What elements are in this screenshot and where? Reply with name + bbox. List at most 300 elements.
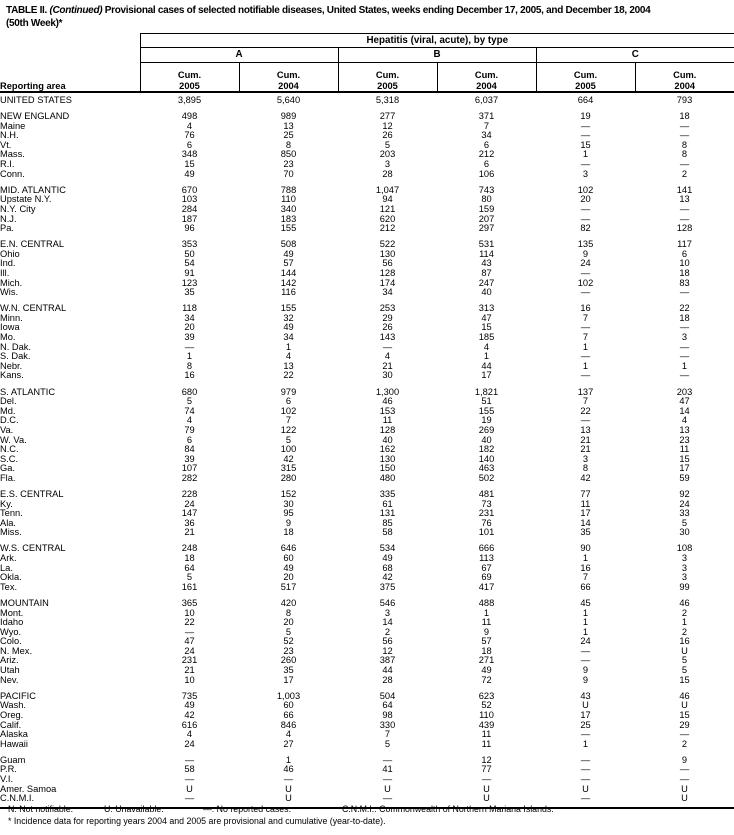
value-cell: 162 — [379, 445, 396, 455]
value-cell: 4 — [285, 730, 292, 740]
value-cell: 24 — [184, 739, 195, 749]
value-cell: 666 — [478, 543, 495, 554]
value-cell: 18 — [184, 554, 195, 564]
value-cell: U — [483, 794, 490, 804]
value-cell: 143 — [379, 333, 396, 343]
value-cell: 29 — [679, 720, 690, 730]
value-cell: — — [679, 121, 690, 131]
value-cell: 546 — [379, 597, 396, 608]
value-cell: 1 — [582, 150, 589, 160]
reporting-area-cell: Idaho — [0, 618, 24, 628]
year-label: 2005 — [575, 80, 596, 91]
table-row — [0, 445, 734, 455]
value-cell: 1 — [681, 618, 688, 628]
value-cell: U — [186, 784, 193, 794]
value-cell: 141 — [676, 184, 693, 195]
reporting-area-cell: W.S. CENTRAL — [0, 543, 66, 554]
value-cell: 979 — [280, 386, 297, 397]
cum-label: Cum. — [474, 70, 499, 80]
value-cell: 57 — [283, 259, 294, 269]
reporting-area-cell: V.I. — [0, 775, 14, 784]
value-cell: 18 — [679, 313, 690, 323]
reporting-area-cell: Mo. — [0, 333, 16, 343]
table-row — [0, 279, 734, 289]
reporting-area-cell: La. — [0, 563, 13, 573]
col-header-b-2005 — [338, 63, 437, 93]
disease-group-header: Hepatitis (viral, acute), by type — [140, 34, 734, 48]
value-cell: 11 — [481, 618, 492, 628]
value-cell: 9 — [582, 666, 589, 676]
value-cell: 57 — [481, 637, 492, 647]
value-cell: 6 — [186, 435, 193, 445]
value-cell: U — [681, 701, 688, 711]
value-cell: 35 — [184, 288, 195, 298]
table-row — [0, 298, 734, 314]
value-cell: 5 — [186, 573, 193, 583]
value-cell: — — [580, 646, 591, 656]
value-cell: — — [184, 342, 195, 352]
value-cell: 20 — [184, 323, 195, 333]
col-header-c-2005 — [536, 63, 635, 93]
value-cell: 735 — [181, 690, 198, 701]
value-cell: 15 — [679, 454, 690, 464]
value-cell: 13 — [283, 361, 294, 371]
table-row — [0, 160, 734, 170]
value-cell: 110 — [281, 195, 296, 205]
value-cell: 46 — [679, 597, 690, 608]
reporting-area-cell: Miss. — [0, 528, 22, 538]
value-cell: — — [580, 352, 591, 362]
reporting-area-cell: Mich. — [0, 278, 23, 288]
table-row — [0, 618, 734, 628]
value-cell: 24 — [580, 259, 591, 269]
table-row — [0, 554, 734, 564]
value-cell: 13 — [679, 195, 690, 205]
value-cell: 18 — [283, 528, 294, 538]
value-cell: 7 — [582, 313, 589, 323]
value-cell: 24 — [679, 499, 690, 509]
value-cell: 277 — [379, 111, 396, 122]
value-cell: 106 — [478, 169, 495, 179]
value-cell: — — [382, 754, 393, 765]
value-cell: 18 — [679, 269, 690, 278]
value-cell: 16 — [580, 563, 591, 573]
reporting-area-cell: UNITED STATES — [0, 95, 72, 105]
reporting-area-cell: N.C. — [0, 445, 19, 455]
value-cell: — — [580, 204, 591, 214]
footnote-incidence-note: * Incidence data for reporting years 2004 and 2005 are provisional and cumulative (year-to-date). — [8, 816, 386, 826]
reporting-area-cell: NEW ENGLAND — [0, 111, 70, 122]
value-cell: 150 — [379, 464, 396, 474]
value-cell: 24 — [184, 499, 195, 509]
value-cell: 182 — [478, 445, 495, 455]
value-cell: 49 — [382, 554, 393, 564]
value-cell: 140 — [478, 454, 495, 464]
value-cell: 7 — [582, 397, 589, 407]
value-cell: 20 — [283, 573, 294, 583]
value-cell: 23 — [283, 646, 294, 656]
table-row — [0, 509, 734, 519]
footnote-not-notifiable: N: Not notifiable. — [8, 804, 74, 814]
value-cell: 517 — [280, 582, 297, 592]
title-part2: Provisional cases of selected notifiable diseases, United States, weeks ending December 17, 2005, and December 18, 2004 — [102, 5, 651, 16]
value-cell: 4 — [186, 416, 193, 426]
table-row — [0, 564, 734, 574]
table-row — [0, 106, 734, 122]
value-cell: 43 — [580, 690, 591, 701]
value-cell: 90 — [580, 543, 591, 554]
value-cell: 152 — [280, 488, 297, 499]
title-continued: (Continued) — [49, 5, 103, 16]
table-row — [0, 749, 734, 765]
value-cell: 79 — [184, 425, 195, 435]
reporting-area-cell: Tenn. — [0, 509, 23, 519]
value-cell: — — [679, 775, 690, 784]
value-cell: 480 — [379, 473, 396, 483]
value-cell: 6 — [186, 140, 193, 150]
reporting-area-cell: Wyo. — [0, 627, 22, 637]
value-cell: 8 — [681, 140, 688, 150]
value-cell: 353 — [181, 239, 198, 250]
value-cell: 47 — [184, 637, 195, 647]
value-cell: U — [582, 784, 589, 794]
table-header — [0, 34, 734, 93]
header-spacer — [0, 34, 140, 48]
reporting-area-cell: W.N. CENTRAL — [0, 303, 67, 314]
value-cell: 66 — [580, 582, 591, 592]
reporting-area-cell: N.H. — [0, 131, 19, 141]
value-cell: 14 — [580, 518, 591, 528]
value-cell: 77 — [481, 765, 492, 775]
value-cell: 6 — [483, 140, 490, 150]
reporting-area-cell: PACIFIC — [0, 690, 36, 701]
value-cell: 1 — [582, 608, 589, 618]
cum-label: Cum. — [276, 70, 301, 80]
value-cell: 131 — [379, 509, 396, 519]
value-cell: 130 — [379, 454, 396, 464]
value-cell: 253 — [379, 303, 396, 314]
value-cell: 2 — [681, 627, 688, 637]
value-cell: 5 — [681, 518, 688, 528]
value-cell: 103 — [181, 195, 198, 205]
value-cell: — — [580, 416, 591, 426]
value-cell: U — [681, 646, 688, 656]
reporting-area-cell: Ariz. — [0, 656, 19, 666]
value-cell: 64 — [382, 701, 393, 711]
value-cell: 664 — [577, 95, 594, 105]
table-body — [0, 92, 734, 808]
value-cell: 72 — [481, 675, 492, 685]
value-cell: 297 — [478, 224, 495, 234]
table-row — [0, 500, 734, 510]
table-row — [0, 288, 734, 298]
table-row — [0, 628, 734, 638]
value-cell: — — [481, 775, 492, 784]
value-cell: 46 — [283, 765, 294, 775]
reporting-area-cell: Iowa — [0, 323, 20, 333]
value-cell: 155 — [280, 224, 297, 234]
value-cell: 39 — [184, 454, 195, 464]
value-cell: 22 — [283, 371, 294, 381]
value-cell: 18 — [679, 111, 690, 122]
value-cell: 4 — [186, 730, 193, 740]
table-row — [0, 637, 734, 647]
value-cell: 51 — [481, 397, 492, 407]
value-cell: 17 — [580, 509, 591, 519]
value-cell: 13 — [580, 425, 591, 435]
value-cell: — — [580, 288, 591, 298]
value-cell: 5,640 — [276, 95, 301, 105]
value-cell: 1 — [681, 361, 688, 371]
value-cell: 49 — [184, 169, 195, 179]
table-row — [0, 397, 734, 407]
value-cell: 50 — [184, 249, 195, 259]
value-cell: 280 — [280, 473, 297, 483]
value-cell: 5 — [186, 397, 193, 407]
table-row — [0, 195, 734, 205]
reporting-area-cell: W. Va. — [0, 435, 27, 445]
value-cell: 137 — [577, 386, 594, 397]
reporting-area-cell: R.I. — [0, 160, 15, 170]
value-cell: — — [679, 323, 690, 333]
reporting-area-cell: E.N. CENTRAL — [0, 239, 65, 250]
value-cell: 45 — [580, 597, 591, 608]
value-cell: 49 — [283, 249, 294, 259]
value-cell: 36 — [184, 518, 195, 528]
value-cell: 670 — [181, 184, 198, 195]
value-cell: 16 — [580, 303, 591, 314]
value-cell: 44 — [382, 666, 393, 676]
value-cell: 348 — [181, 150, 198, 160]
value-cell: 46 — [679, 690, 690, 701]
value-cell: 9 — [681, 754, 688, 765]
value-cell: 12 — [382, 121, 393, 131]
value-cell: — — [184, 627, 195, 637]
value-cell: — — [580, 371, 591, 381]
value-cell: 531 — [478, 239, 495, 250]
value-cell: 14 — [679, 406, 690, 416]
value-cell: U — [285, 784, 292, 794]
value-cell: 33 — [679, 509, 690, 519]
reporting-area-cell: Ga. — [0, 464, 15, 474]
value-cell: 3 — [681, 554, 688, 564]
value-cell: 42 — [580, 473, 591, 483]
value-cell: 1 — [582, 627, 589, 637]
value-cell: 14 — [382, 618, 393, 628]
value-cell: — — [679, 288, 690, 298]
value-cell: 11 — [481, 730, 492, 740]
value-cell: 8 — [186, 361, 193, 371]
reporting-area-cell: Fla. — [0, 473, 16, 483]
value-cell: 21 — [382, 361, 393, 371]
value-cell: 153 — [379, 406, 396, 416]
value-cell: 1 — [285, 754, 292, 765]
value-cell: 9 — [285, 518, 292, 528]
value-cell: 161 — [181, 582, 198, 592]
year-label: 2004 — [476, 80, 497, 91]
value-cell: 9 — [483, 627, 490, 637]
value-cell: 5 — [681, 656, 688, 666]
value-cell: 84 — [184, 445, 195, 455]
reporting-area-cell: Wis. — [0, 288, 19, 298]
value-cell: 40 — [481, 435, 492, 445]
table-row — [0, 362, 734, 372]
reporting-area-cell: Amer. Samoa — [0, 784, 57, 794]
value-cell: 1 — [483, 608, 490, 618]
value-cell: 23 — [679, 435, 690, 445]
value-cell: 498 — [181, 111, 198, 122]
reporting-area-cell: Oreg. — [0, 710, 24, 720]
value-cell: 1 — [582, 739, 589, 749]
table-row — [0, 323, 734, 333]
value-cell: 9 — [582, 249, 589, 259]
table-row — [0, 343, 734, 353]
value-cell: 128 — [676, 224, 693, 234]
value-cell: 21 — [184, 528, 195, 538]
value-cell: 788 — [280, 184, 297, 195]
reporting-area-cell: Kans. — [0, 371, 24, 381]
value-cell: 76 — [184, 131, 195, 141]
reporting-area-cell: Conn. — [0, 169, 25, 179]
reporting-area-cell: P.R. — [0, 765, 17, 775]
table-row — [0, 179, 734, 195]
value-cell: — — [580, 730, 591, 740]
value-cell: 159 — [478, 204, 495, 214]
table-row — [0, 215, 734, 225]
value-cell: — — [679, 352, 690, 362]
reporting-area-cell: Ark. — [0, 554, 17, 564]
value-cell: — — [580, 121, 591, 131]
reporting-area-cell: Pa. — [0, 224, 14, 234]
value-cell: 743 — [478, 184, 495, 195]
reporting-area-cell: MOUNTAIN — [0, 597, 49, 608]
reporting-area-cell: N.J. — [0, 214, 17, 224]
table-row — [0, 711, 734, 721]
table-row — [0, 416, 734, 426]
value-cell: — — [679, 204, 690, 214]
value-cell: 56 — [382, 637, 393, 647]
value-cell: 114 — [479, 249, 494, 259]
value-cell: — — [679, 371, 690, 381]
table-row — [0, 381, 734, 397]
value-cell: — — [283, 775, 294, 784]
value-cell: 58 — [382, 528, 393, 538]
reporting-area-cell: Ky. — [0, 499, 13, 509]
value-cell: 49 — [481, 666, 492, 676]
value-cell: 8 — [285, 140, 292, 150]
year-label: 2005 — [377, 80, 398, 91]
value-cell: — — [679, 131, 690, 141]
value-cell: 13 — [679, 425, 690, 435]
table-row — [0, 701, 734, 711]
value-cell: 231 — [181, 656, 198, 666]
value-cell: 228 — [181, 488, 198, 499]
value-cell: 8 — [681, 150, 688, 160]
reporting-area-cell: Utah — [0, 666, 20, 676]
header-spacer — [0, 48, 140, 63]
value-cell: 28 — [382, 169, 393, 179]
table-row — [0, 573, 734, 583]
value-cell: 61 — [382, 499, 393, 509]
value-cell: 6 — [285, 397, 292, 407]
value-cell: 144 — [280, 269, 297, 278]
value-cell: 375 — [379, 582, 396, 592]
value-cell: 54 — [184, 259, 195, 269]
table-row — [0, 592, 734, 608]
value-cell: 59 — [679, 473, 690, 483]
value-cell: 3 — [681, 573, 688, 583]
reporting-area-cell: Guam — [0, 754, 26, 765]
value-cell: — — [580, 131, 591, 141]
table-row — [0, 583, 734, 593]
value-cell: 107 — [181, 464, 198, 474]
value-cell: 271 — [478, 656, 495, 666]
table-row — [0, 234, 734, 250]
value-cell: 70 — [283, 169, 294, 179]
value-cell: 25 — [283, 131, 294, 141]
value-cell: 122 — [280, 425, 297, 435]
value-cell: 7 — [285, 416, 292, 426]
value-cell: 3 — [384, 608, 391, 618]
value-cell: 2 — [681, 608, 688, 618]
table-row — [0, 740, 734, 750]
value-cell: — — [580, 214, 591, 224]
value-cell: 488 — [478, 597, 495, 608]
reporting-area-cell: Vt. — [0, 140, 12, 150]
reporting-area-cell: S. ATLANTIC — [0, 386, 56, 397]
value-cell: 98 — [382, 710, 393, 720]
value-cell: 17 — [481, 371, 492, 381]
value-cell: 508 — [280, 239, 297, 250]
footnote-cnmi: C.N.M.I.: Commonwealth of Northern Mariana Islands. — [342, 804, 554, 814]
value-cell: 108 — [676, 543, 693, 554]
value-cell: 85 — [382, 518, 393, 528]
value-cell: 6 — [483, 160, 490, 170]
value-cell: 203 — [676, 386, 693, 397]
value-cell: — — [382, 342, 393, 352]
title-part1: TABLE II. — [6, 5, 50, 16]
table-row — [0, 141, 734, 151]
value-cell: — — [184, 754, 195, 765]
value-cell: 1 — [483, 352, 490, 362]
table-row — [0, 765, 734, 775]
value-cell: — — [679, 342, 690, 352]
value-cell: 187 — [181, 214, 198, 224]
value-cell: 142 — [280, 278, 297, 288]
col-header-a-2005 — [140, 63, 239, 93]
value-cell: 15 — [184, 160, 195, 170]
value-cell: 52 — [283, 637, 294, 647]
value-cell: 8 — [285, 608, 292, 618]
value-cell: 40 — [382, 435, 393, 445]
value-cell: 850 — [280, 150, 297, 160]
value-cell: 10 — [184, 608, 195, 618]
reporting-area-cell: N.Y. City — [0, 204, 36, 214]
value-cell: 18 — [481, 646, 492, 656]
notifiable-diseases-table — [0, 33, 734, 809]
footnote-no-reported-cases: —: No reported cases. — [203, 804, 292, 814]
reporting-area-cell: Maine — [0, 121, 26, 131]
reporting-area-cell: N. Mex. — [0, 646, 33, 656]
reporting-area-cell: Colo. — [0, 637, 22, 647]
table-row — [0, 676, 734, 686]
value-cell: 128 — [379, 425, 396, 435]
table-row — [0, 775, 734, 785]
value-cell: 15 — [679, 675, 690, 685]
table-row — [0, 150, 734, 160]
value-cell: 4 — [384, 352, 391, 362]
reporting-area-cell: Minn. — [0, 313, 23, 323]
